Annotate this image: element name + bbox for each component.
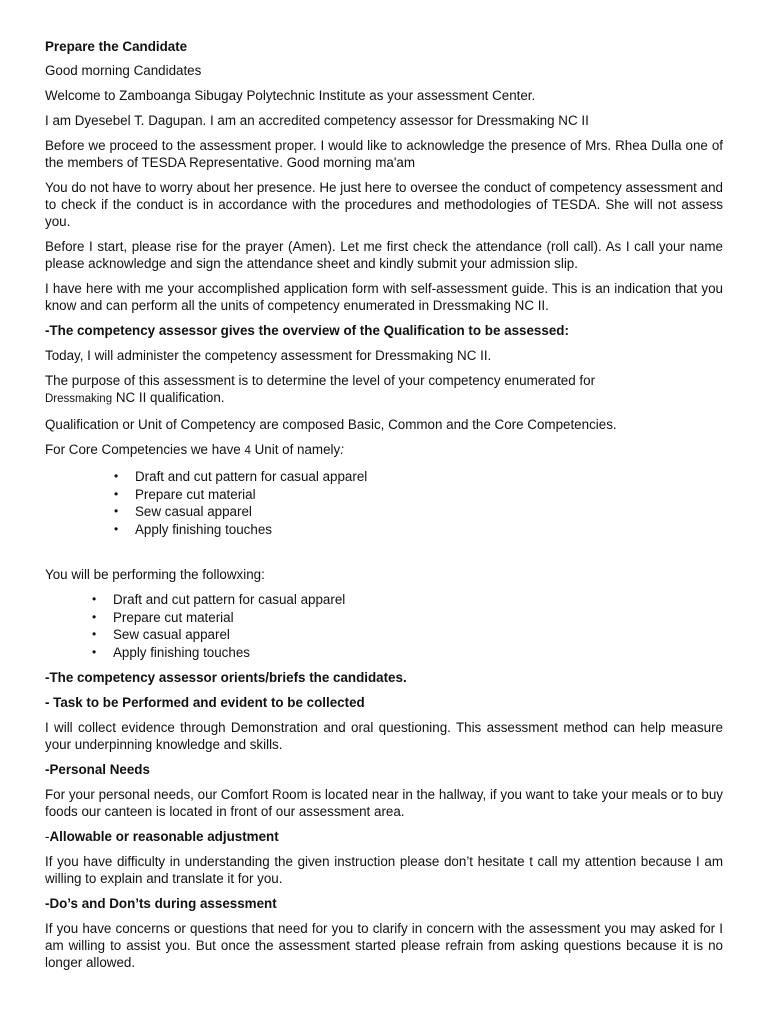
- acknowledge-paragraph: Before we proceed to the assessment proper. I would like to acknowledge the presence of Mrs. Rhea Dulla one of the members of TESDA Representative. Good morning ma'am: [45, 138, 723, 170]
- welcome-paragraph: Welcome to Zamboanga Sibugay Polytechnic Institute as your assessment Center.: [45, 88, 536, 103]
- list-item: • Prepare cut material: [114, 486, 256, 502]
- greeting: Good morning Candidates: [45, 63, 202, 78]
- list-item: • Prepare cut material: [92, 609, 234, 625]
- today-paragraph: Today, I will administer the competency assessment for Dressmaking NC II.: [45, 348, 492, 363]
- list-item: • Draft and cut pattern for casual apparel: [114, 469, 368, 484]
- core-paragraph: [45, 441, 723, 460]
- bullet-icon: •: [92, 609, 97, 624]
- core-text-b: Unit of namely: [250, 442, 341, 457]
- list-item: • Apply finishing touches: [92, 644, 250, 660]
- application-paragraph: I have here with me your accomplished application form with self-assessment guide. This is an indication that you know and can perform all the units of competency enumerated in Dressmaking NC II.: [45, 281, 723, 313]
- bullet-icon: •: [114, 504, 119, 518]
- task-heading: - Task to be Performed and evident to be collected: [45, 695, 365, 710]
- bullet-icon: •: [92, 592, 97, 606]
- dos-donts-heading: -Do’s and Don’ts during assessment: [45, 896, 277, 911]
- bullet-icon: •: [114, 469, 119, 483]
- worry-paragraph: You do not have to worry about her presence. He just here to oversee the conduct of competency assessment and to check if the conduct is in accordance with the procedures and methodologies of TESDA. She will not assess you.: [45, 180, 723, 229]
- list-item: • Draft and cut pattern for casual apparel: [92, 592, 346, 607]
- overview-heading: -The competency assessor gives the overview of the Qualification to be assessed:: [45, 323, 569, 338]
- personal-needs-paragraph: For your personal needs, our Comfort Room is located near in the hallway, if you want to take your meals or to buy foods our canteen is located in front of our assessment area.: [45, 787, 723, 819]
- bullet-icon: •: [114, 486, 119, 501]
- adjustment-dash: -: [45, 829, 50, 844]
- list-item: • Sew casual apparel: [114, 504, 252, 519]
- qualification-paragraph: Qualification or Unit of Competency are composed Basic, Common and the Core Competencies.: [45, 417, 617, 432]
- performing-paragraph: You will be performing the followxing:: [45, 567, 265, 582]
- dos-donts-paragraph: If you have concerns or questions that need for you to clarify in concern with the assessment you may asked for I am willing to assist you. But once the assessment started please refrain from asking questions because it is no longer allowed.: [45, 921, 723, 970]
- core-text-a: For Core Competencies we have: [45, 442, 245, 457]
- adjustment-heading: Allowable or reasonable adjustment: [49, 829, 279, 844]
- intro-paragraph: I am Dyesebel T. Dagupan. I am an accredited competency assessor for Dressmaking NC II: [45, 113, 589, 128]
- orient-heading: -The competency assessor orients/briefs the candidates.: [45, 670, 407, 685]
- document-page: [45, 38, 723, 979]
- core-number: 4: [244, 445, 251, 457]
- personal-needs-heading: -Personal Needs: [45, 762, 150, 777]
- adjustment-heading-line: [45, 828, 723, 845]
- bullet-icon: •: [114, 521, 119, 536]
- prayer-paragraph: Before I start, please rise for the prayer (Amen). Let me first check the attendance (roll call). As I call your name please acknowledge and sign the attendance sheet and kindly submit your admission slip.: [45, 239, 723, 271]
- evidence-paragraph: I will collect evidence through Demonstration and oral questioning. This assessment method can help measure your underpinning knowledge and skills.: [45, 720, 723, 752]
- list-item: • Apply finishing touches: [114, 521, 272, 537]
- bullet-icon: •: [92, 644, 97, 659]
- core-colon: :: [340, 442, 344, 457]
- purpose-dressmaking: Dressmaking: [45, 393, 113, 405]
- list-item: • Sew casual apparel: [92, 627, 230, 642]
- purpose-paragraph: [45, 372, 723, 408]
- perform-units-list: [92, 591, 723, 661]
- purpose-text-a: The purpose of this assessment is to determine the level of your competency enumerated for: [45, 373, 596, 388]
- bullet-icon: •: [92, 627, 97, 641]
- purpose-text-b: NC II qualification.: [112, 390, 225, 405]
- core-units-list: [114, 468, 723, 538]
- page-title: Prepare the Candidate: [45, 39, 188, 54]
- adjustment-paragraph: If you have difficulty in understanding the given instruction please don’t hesitate t call my attention because I am willing to explain and translate it for you.: [45, 854, 723, 886]
